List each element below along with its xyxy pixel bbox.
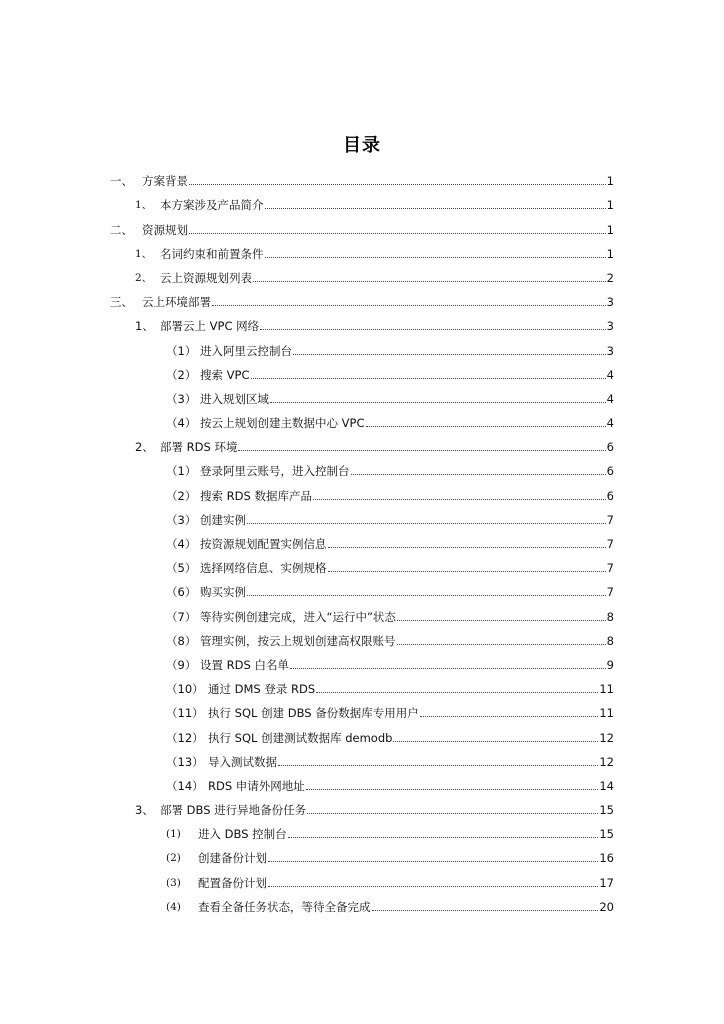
toc-entry[interactable] — [166, 724, 614, 748]
toc-entry-number: （4） — [166, 416, 197, 431]
toc-entry-label: 创建备份计划 — [198, 851, 267, 866]
toc-entry[interactable] — [110, 289, 614, 313]
toc-entry-label: 查看全备任务状态，等待全备完成 — [198, 899, 371, 914]
toc-entry-number: （4） — [166, 537, 197, 551]
dot-leader — [253, 281, 606, 282]
toc-entry-number: （10） — [166, 682, 204, 697]
toc-entry-page: 3 — [606, 319, 614, 334]
toc-entry-label: 执行 SQL 创建 DBS 备份数据库专用用户 — [208, 706, 419, 721]
toc-entry-number: （3） — [166, 391, 197, 406]
toc-entry-number: （13） — [166, 754, 204, 769]
toc-entry-label: 进入规划区域 — [200, 391, 269, 406]
toc-entry-label: 设置 RDS 白名单 — [200, 657, 289, 672]
toc-entry-page: 8 — [606, 609, 614, 624]
toc-entry-label: 等待实例创建完成，进入“运行中”状态 — [200, 609, 396, 624]
toc-entry-page: 4 — [606, 367, 614, 382]
toc-entry-label: 方案背景 — [142, 174, 188, 189]
dot-leader — [313, 499, 606, 500]
table-of-contents — [0, 168, 724, 918]
dot-leader — [290, 668, 606, 669]
toc-entry[interactable] — [166, 507, 614, 531]
toc-entry[interactable] — [166, 700, 614, 724]
toc-entry[interactable] — [166, 821, 614, 845]
toc-entry-page: 7 — [606, 537, 614, 551]
dot-leader — [328, 547, 606, 548]
toc-entry-label: 部署云上 VPC 网络 — [160, 319, 260, 334]
toc-entry[interactable] — [135, 192, 614, 216]
toc-entry-label: 搜索 VPC — [200, 367, 250, 382]
toc-entry-page: 6 — [606, 464, 614, 479]
toc-entry-number: (4) — [166, 900, 181, 913]
toc-entry[interactable] — [166, 749, 614, 773]
toc-entry-page: 7 — [606, 561, 614, 576]
dot-leader — [397, 644, 606, 645]
dot-leader — [293, 354, 606, 355]
toc-entry-number: （2） — [166, 488, 197, 503]
toc-entry-number: （11） — [166, 706, 204, 721]
toc-entry-number: 二、 — [110, 222, 133, 237]
toc-entry[interactable] — [166, 410, 614, 434]
dot-leader — [247, 523, 606, 524]
toc-entry-number: （6） — [166, 585, 197, 600]
dot-leader — [265, 257, 606, 258]
toc-entry[interactable] — [166, 482, 614, 506]
toc-entry[interactable] — [135, 797, 614, 821]
toc-entry-label: 创建实例 — [200, 512, 246, 527]
toc-entry-label: 本方案涉及产品简介 — [160, 198, 264, 213]
toc-entry-label: 按云上规划创建主数据中心 VPC — [200, 416, 365, 431]
toc-entry-number: (1) — [166, 828, 181, 841]
toc-entry-page: 3 — [606, 343, 614, 358]
dot-leader — [268, 886, 598, 887]
toc-entry-number: (3) — [166, 876, 181, 889]
toc-entry-number: 2、 — [135, 440, 154, 455]
toc-entry[interactable] — [135, 313, 614, 337]
dot-leader — [189, 184, 606, 185]
toc-entry-page: 16 — [599, 851, 614, 866]
toc-entry-page: 1 — [606, 246, 614, 261]
dot-leader — [306, 789, 599, 790]
toc-entry-number: 一、 — [110, 174, 133, 189]
toc-entry[interactable] — [135, 241, 614, 265]
toc-entry[interactable] — [166, 603, 614, 627]
toc-entry-page: 7 — [606, 512, 614, 527]
toc-entry-page: 1 — [606, 174, 614, 189]
toc-entry[interactable] — [166, 386, 614, 410]
toc-entry-label: 执行 SQL 创建测试数据库 demodb — [208, 730, 393, 745]
toc-title: 目录 — [343, 135, 381, 156]
dot-leader — [238, 450, 605, 451]
toc-entry-number: （1） — [166, 343, 197, 358]
dot-leader — [307, 813, 598, 814]
toc-entry-number: 3、 — [135, 803, 154, 818]
dot-leader — [270, 402, 606, 403]
toc-entry-number: （3） — [166, 512, 197, 527]
dot-leader — [189, 233, 606, 234]
toc-entry-label: 云上环境部署 — [142, 295, 211, 310]
dot-leader — [393, 741, 598, 742]
toc-entry-number: （5） — [166, 561, 197, 576]
toc-entry-label: 按资源规划配置实例信息 — [200, 537, 327, 551]
toc-entry-label: 导入测试数据 — [208, 754, 277, 769]
toc-entry-label: 云上资源规划列表 — [160, 270, 252, 285]
toc-entry-label: 搜索 RDS 数据库产品 — [200, 488, 312, 503]
dot-leader — [288, 837, 599, 838]
toc-entry[interactable] — [166, 337, 614, 361]
toc-entry-page: 20 — [599, 899, 614, 914]
toc-entry-label: 名词约束和前置条件 — [160, 246, 264, 261]
toc-entry-page: 6 — [606, 488, 614, 503]
dot-leader — [316, 692, 598, 693]
toc-entry-label: 购买实例 — [200, 585, 246, 600]
toc-entry-page: 15 — [599, 827, 614, 842]
dot-leader — [260, 329, 606, 330]
toc-entry-page: 14 — [599, 778, 614, 793]
toc-entry[interactable] — [166, 362, 614, 386]
toc-entry-label: 配置备份计划 — [198, 875, 267, 890]
toc-entry-page: 11 — [599, 706, 614, 721]
toc-entry-page: 7 — [606, 585, 614, 600]
dot-leader — [212, 305, 606, 306]
toc-entry-number: （1） — [166, 464, 197, 479]
toc-entry-label: 部署 RDS 环境 — [160, 440, 238, 455]
toc-entry-page: 15 — [599, 803, 614, 818]
toc-entry-page: 12 — [599, 730, 614, 745]
toc-entry[interactable] — [135, 265, 614, 289]
dot-leader — [397, 620, 606, 621]
dot-leader — [420, 716, 599, 717]
toc-entry-page: 2 — [606, 270, 614, 285]
toc-entry-number: 1、 — [135, 247, 153, 260]
toc-entry[interactable] — [166, 845, 614, 869]
toc-entry-number: （9） — [166, 657, 197, 672]
toc-entry-label: 进入 DBS 控制台 — [198, 827, 287, 842]
toc-entry-page: 8 — [606, 633, 614, 648]
toc-entry-page: 6 — [606, 440, 614, 455]
toc-entry-page: 1 — [606, 198, 614, 213]
toc-entry-number: 2、 — [135, 271, 153, 284]
toc-entry[interactable] — [166, 579, 614, 603]
dot-leader — [265, 208, 606, 209]
toc-entry-label: 选择网络信息、实例规格 — [200, 561, 327, 576]
toc-entry-number: （2） — [166, 367, 197, 382]
toc-entry-label: 资源规划 — [142, 222, 188, 237]
toc-entry-label: 进入阿里云控制台 — [200, 343, 292, 358]
toc-entry[interactable] — [166, 894, 614, 918]
toc-entry-label: 登录阿里云账号，进入控制台 — [200, 464, 350, 479]
toc-entry-page: 4 — [606, 391, 614, 406]
dot-leader — [372, 910, 599, 911]
toc-entry-number: （7） — [166, 609, 197, 624]
toc-entry-page: 3 — [606, 295, 614, 310]
toc-entry-page: 4 — [606, 416, 614, 431]
toc-entry[interactable] — [166, 652, 614, 676]
toc-entry-label: 通过 DMS 登录 RDS — [208, 682, 316, 697]
toc-entry-number: (2) — [166, 852, 181, 865]
toc-entry-page: 9 — [606, 657, 614, 672]
toc-entry[interactable] — [166, 628, 614, 652]
dot-leader — [251, 378, 606, 379]
toc-entry-number: （14） — [166, 778, 204, 793]
toc-entry[interactable] — [166, 531, 614, 555]
toc-entry-page: 11 — [599, 682, 614, 697]
toc-entry-page: 12 — [599, 754, 614, 769]
toc-entry-page: 1 — [606, 222, 614, 237]
toc-entry-page: 17 — [599, 875, 614, 890]
toc-entry-number: 1、 — [135, 199, 153, 212]
toc-entry[interactable] — [166, 869, 614, 893]
toc-entry[interactable] — [135, 434, 614, 458]
dot-leader — [247, 595, 606, 596]
toc-entry-number: 1、 — [135, 319, 154, 334]
dot-leader — [351, 474, 606, 475]
toc-entry-number: （12） — [166, 730, 204, 745]
dot-leader — [328, 571, 606, 572]
toc-entry-number: （8） — [166, 633, 197, 648]
toc-entry[interactable] — [110, 168, 614, 192]
dot-leader — [268, 861, 598, 862]
toc-entry[interactable] — [166, 458, 614, 482]
toc-entry-label: RDS 申请外网地址 — [208, 778, 305, 793]
dot-leader — [278, 765, 598, 766]
toc-entry[interactable] — [166, 773, 614, 797]
toc-entry[interactable] — [110, 216, 614, 240]
toc-entry-label: 管理实例，按云上规划创建高权限账号 — [200, 633, 396, 648]
toc-entry[interactable] — [166, 555, 614, 579]
dot-leader — [366, 426, 606, 427]
toc-entry[interactable] — [166, 676, 614, 700]
toc-entry-number: 三、 — [110, 295, 133, 310]
toc-entry-label: 部署 DBS 进行异地备份任务 — [160, 803, 307, 818]
